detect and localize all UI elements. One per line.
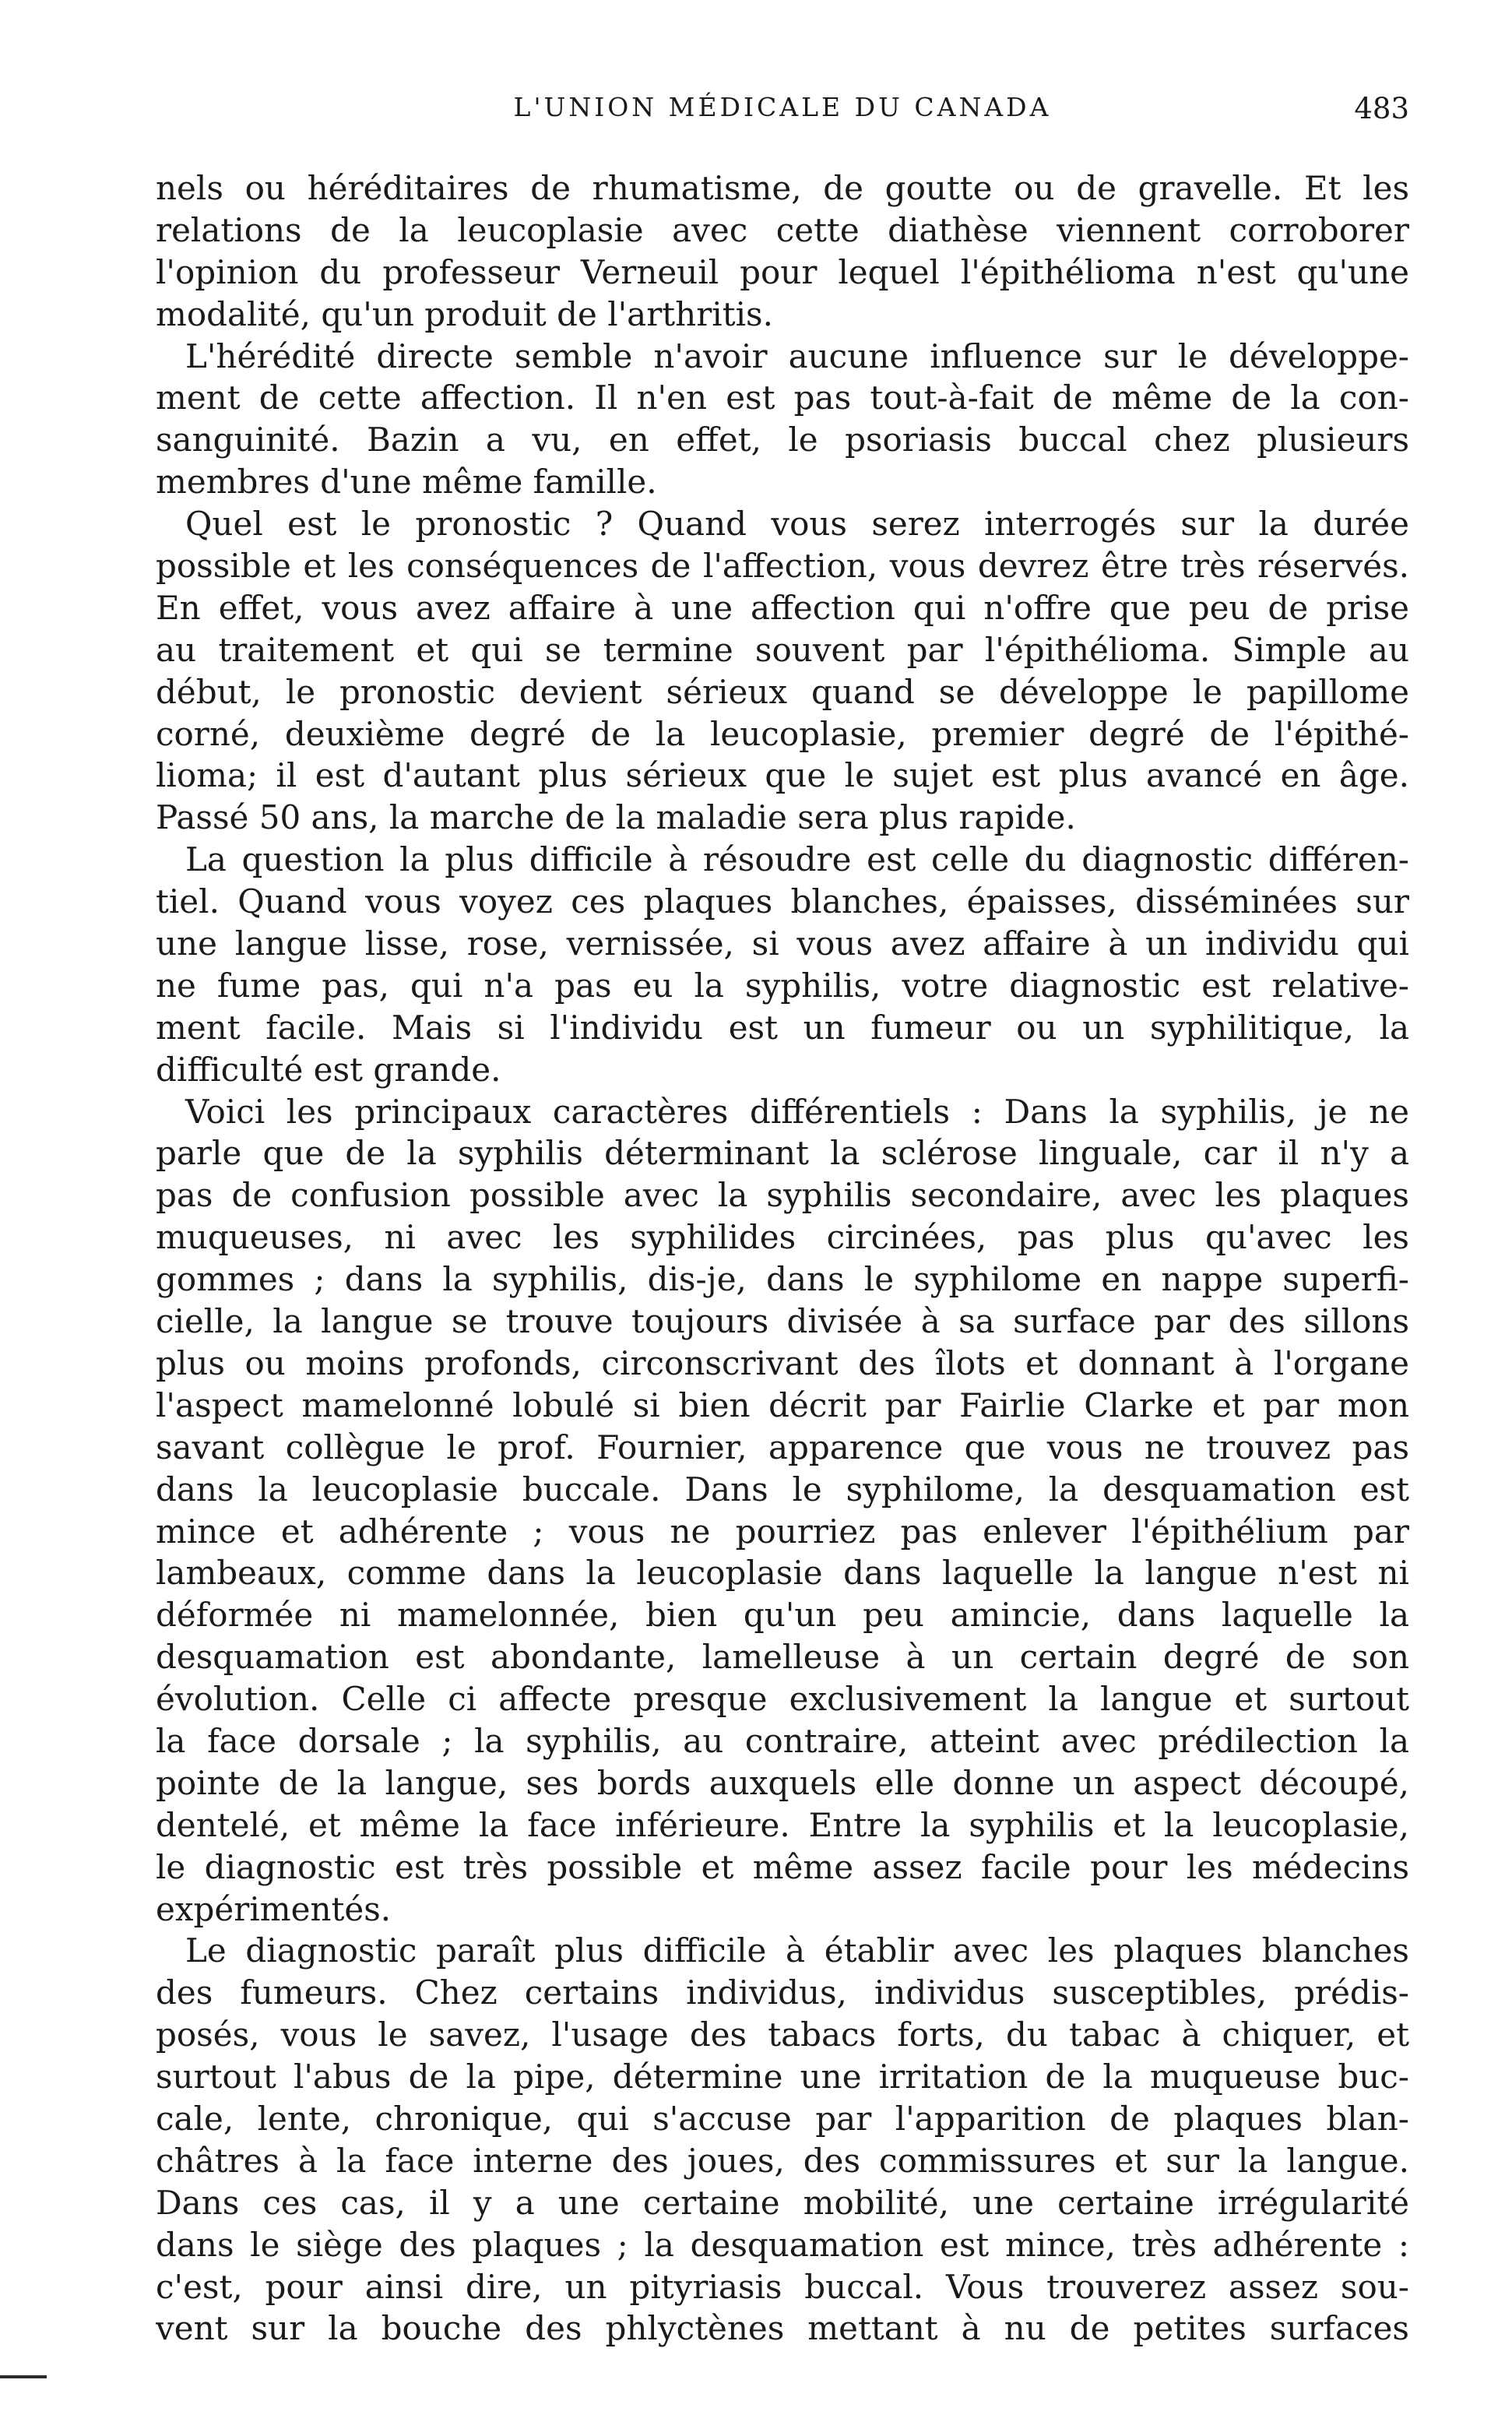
text-line: le diagnostic est très possible et même assez facile pour les médecins bbox=[156, 1847, 1409, 1886]
text-line: mince et adhérente ; vous ne pourriez pas enlever l'épithélium par bbox=[156, 1512, 1409, 1551]
text-line: surtout l'abus de la pipe, détermine une irritation de la muqueuse buc- bbox=[156, 2058, 1409, 2096]
text-line: difficulté est grande. bbox=[156, 1050, 501, 1089]
page-number: 483 bbox=[1354, 92, 1409, 125]
text-line: dans la leucoplasie buccale. Dans le syphilome, la desquamation est bbox=[156, 1470, 1409, 1508]
text-line: vent sur la bouche des phlyctènes mettant à nu de petites surfaces bbox=[156, 2309, 1409, 2348]
text-line: lioma; il est d'autant plus sérieux que le sujet est plus avancé en âge. bbox=[156, 756, 1409, 795]
text-line: Passé 50 ans, la marche de la maladie sera plus rapide. bbox=[156, 798, 1076, 837]
text-line: châtres à la face interne des joues, des commissures et sur la langue. bbox=[156, 2141, 1409, 2180]
text-line: En effet, vous avez affaire à une affection qui n'offre que peu de prise bbox=[156, 588, 1409, 627]
text-line: au traitement et qui se termine souvent par l'épithélioma. Simple au bbox=[156, 630, 1409, 669]
page-header bbox=[156, 92, 1409, 139]
text-line: Dans ces cas, il y a une certaine mobilité, une certaine irrégularité bbox=[156, 2183, 1409, 2222]
text-line: nels ou héréditaires de rhumatisme, de goutte ou de gravelle. Et les bbox=[156, 169, 1409, 207]
text-line: Quel est le pronostic ? Quand vous serez interrogés sur la durée bbox=[185, 505, 1409, 544]
text-line: la face dorsale ; la syphilis, au contraire, atteint avec prédilection la bbox=[156, 1721, 1409, 1760]
text-line: cielle, la langue se trouve toujours divisée à sa surface par des sillons bbox=[156, 1302, 1409, 1341]
text-line: ne fume pas, qui n'a pas eu la syphilis, votre diagnostic est relative- bbox=[156, 966, 1409, 1005]
text-line: ment facile. Mais si l'individu est un fumeur ou un syphilitique, la bbox=[156, 1008, 1409, 1047]
text-line: expérimentés. bbox=[156, 1889, 392, 1928]
page-edge-mark bbox=[0, 2375, 47, 2378]
text-line: L'hérédité directe semble n'avoir aucune influence sur le développe- bbox=[185, 336, 1409, 375]
text-line: cale, lente, chronique, qui s'accuse par l'apparition de plaques blan- bbox=[156, 2099, 1409, 2138]
text-line: c'est, pour ainsi dire, un pityriasis buccal. Vous trouverez assez sou- bbox=[156, 2267, 1409, 2306]
text-line: lambeaux, comme dans la leucoplasie dans laquelle la langue n'est ni bbox=[156, 1554, 1409, 1593]
text-line: Le diagnostic paraît plus difficile à établir avec les plaques blanches bbox=[185, 1931, 1409, 1970]
text-line: l'aspect mamelonné lobulé si bien décrit par Fairlie Clarke et par mon bbox=[156, 1385, 1409, 1424]
text-line: savant collègue le prof. Fournier, apparence que vous ne trouvez pas bbox=[156, 1428, 1409, 1466]
text-line: Voici les principaux caractères différentiels : Dans la syphilis, je ne bbox=[185, 1092, 1409, 1131]
text-line: posés, vous le savez, l'usage des tabacs forts, du tabac à chiquer, et bbox=[156, 2015, 1409, 2054]
text-line: sanguinité. Bazin a vu, en effet, le psoriasis buccal chez plusieurs bbox=[156, 421, 1409, 459]
text-line: desquamation est abondante, lamelleuse à un certain degré de son bbox=[156, 1638, 1409, 1677]
text-line: tiel. Quand vous voyez ces plaques blanches, épaisses, disséminées sur bbox=[156, 882, 1409, 921]
body-text bbox=[156, 167, 1409, 2350]
text-line: l'opinion du professeur Verneuil pour lequel l'épithélioma n'est qu'une bbox=[156, 252, 1409, 291]
text-line: pointe de la langue, ses bords auxquels elle donne un aspect découpé, bbox=[156, 1763, 1409, 1802]
text-line: La question la plus difficile à résoudre est celle du diagnostic différen- bbox=[185, 840, 1409, 879]
text-line: parle que de la syphilis déterminant la sclérose linguale, car il n'y a bbox=[156, 1134, 1409, 1173]
text-line: plus ou moins profonds, circonscrivant des îlots et donnant à l'organe bbox=[156, 1343, 1409, 1382]
text-line: une langue lisse, rose, vernissée, si vous avez affaire à un individu qui bbox=[156, 924, 1409, 963]
text-line: évolution. Celle ci affecte presque exclusivement la langue et surtout bbox=[156, 1680, 1409, 1719]
text-line: des fumeurs. Chez certains individus, individus susceptibles, prédis- bbox=[156, 1973, 1409, 2012]
text-line: déformée ni mamelonnée, bien qu'un peu amincie, dans laquelle la bbox=[156, 1596, 1409, 1635]
text-line: début, le pronostic devient sérieux quand se développe le papillome bbox=[156, 672, 1409, 711]
text-line: dentelé, et même la face inférieure. Entre la syphilis et la leucoplasie, bbox=[156, 1805, 1409, 1844]
text-line: possible et les conséquences de l'affection, vous devrez être très réservés. bbox=[156, 547, 1409, 586]
text-line: membres d'une même famille. bbox=[156, 463, 657, 502]
text-line: muqueuses, ni avec les syphilides circinées, pas plus qu'avec les bbox=[156, 1218, 1409, 1257]
text-line: modalité, qu'un produit de l'arthritis. bbox=[156, 294, 773, 333]
text-line: corné, deuxième degré de la leucoplasie, premier degré de l'épithé- bbox=[156, 714, 1409, 753]
text-line: pas de confusion possible avec la syphilis secondaire, avec les plaques bbox=[156, 1176, 1409, 1215]
text-line: relations de la leucoplasie avec cette diathèse viennent corroborer bbox=[156, 210, 1409, 249]
running-title: L'UNION MÉDICALE DU CANADA bbox=[513, 92, 1052, 122]
text-line: gommes ; dans la syphilis, dis-je, dans le syphilome en nappe superfi- bbox=[156, 1260, 1409, 1299]
text-line: dans le siège des plaques ; la desquamation est mince, très adhérente : bbox=[156, 2225, 1409, 2264]
text-line: ment de cette affection. Il n'en est pas tout-à-fait de même de la con- bbox=[156, 378, 1409, 417]
